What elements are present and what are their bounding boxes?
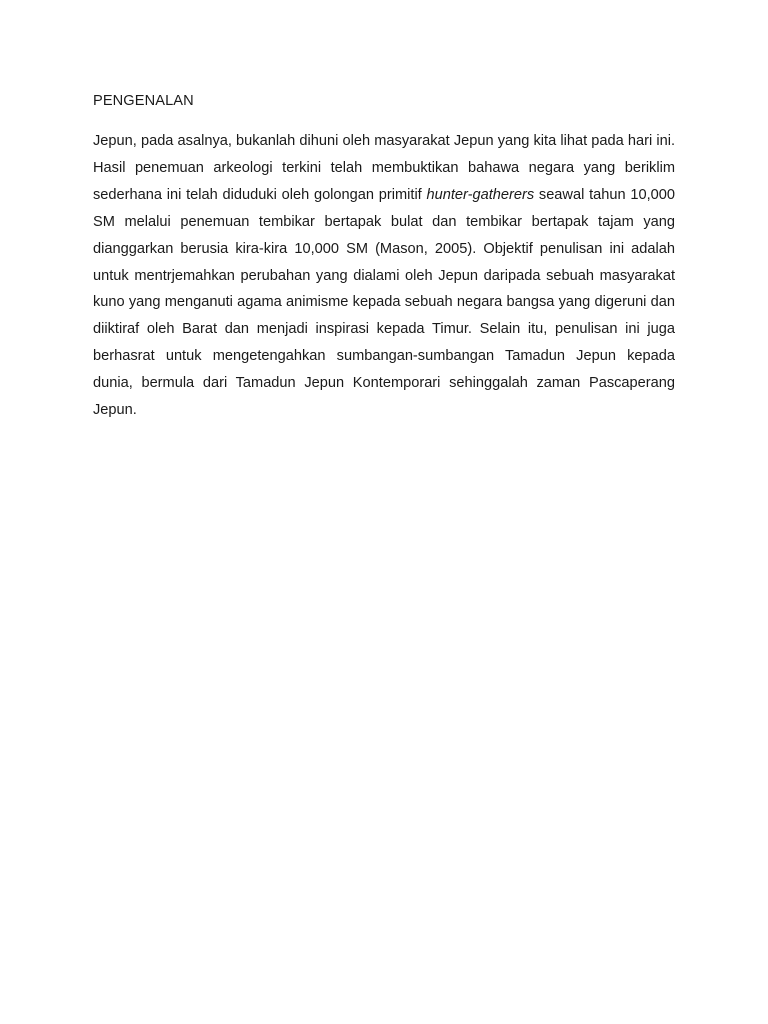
paragraph-text-start: Jepun, pada asalnya, bukanlah dihuni oleh masyarakat Jepun yang kita lihat pada hari ini. Hasil penemuan arkeologi terkini telah membuktikan bahawa negara yang beriklim sederhana ini telah diduduki oleh golongan primitif xyxy=(93,133,675,203)
paragraph-italic-term: hunter-gatherers xyxy=(426,186,535,203)
paragraph-text-end: seawal tahun 10,000 SM melalui penemuan tembikar bertapak bulat dan tembikar bertapak tajam yang dianggarkan berusia kira-kira 10,000 SM (Mason, 2005). Objektif penulisan ini adalah untuk mentrjemahkan perubahan yang dialami oleh Jepun daripada sebuah masyarakat kuno yang menganuti agama animisme kepada sebuah negara bangsa yang digeruni dan diiktiraf oleh Barat dan menjadi inspirasi kepada Timur. Selain itu, penulisan ini juga berhasrat untuk mengetengahkan sumbangan-sumbangan Tamadun Jepun kepada dunia, bermula dari Tamadun Jepun Kontemporari sehinggalah zaman Pascaperang Jepun. xyxy=(93,186,675,419)
document-body xyxy=(93,90,675,424)
section-heading: PENGENALAN xyxy=(93,93,194,109)
intro-paragraph xyxy=(93,128,675,424)
